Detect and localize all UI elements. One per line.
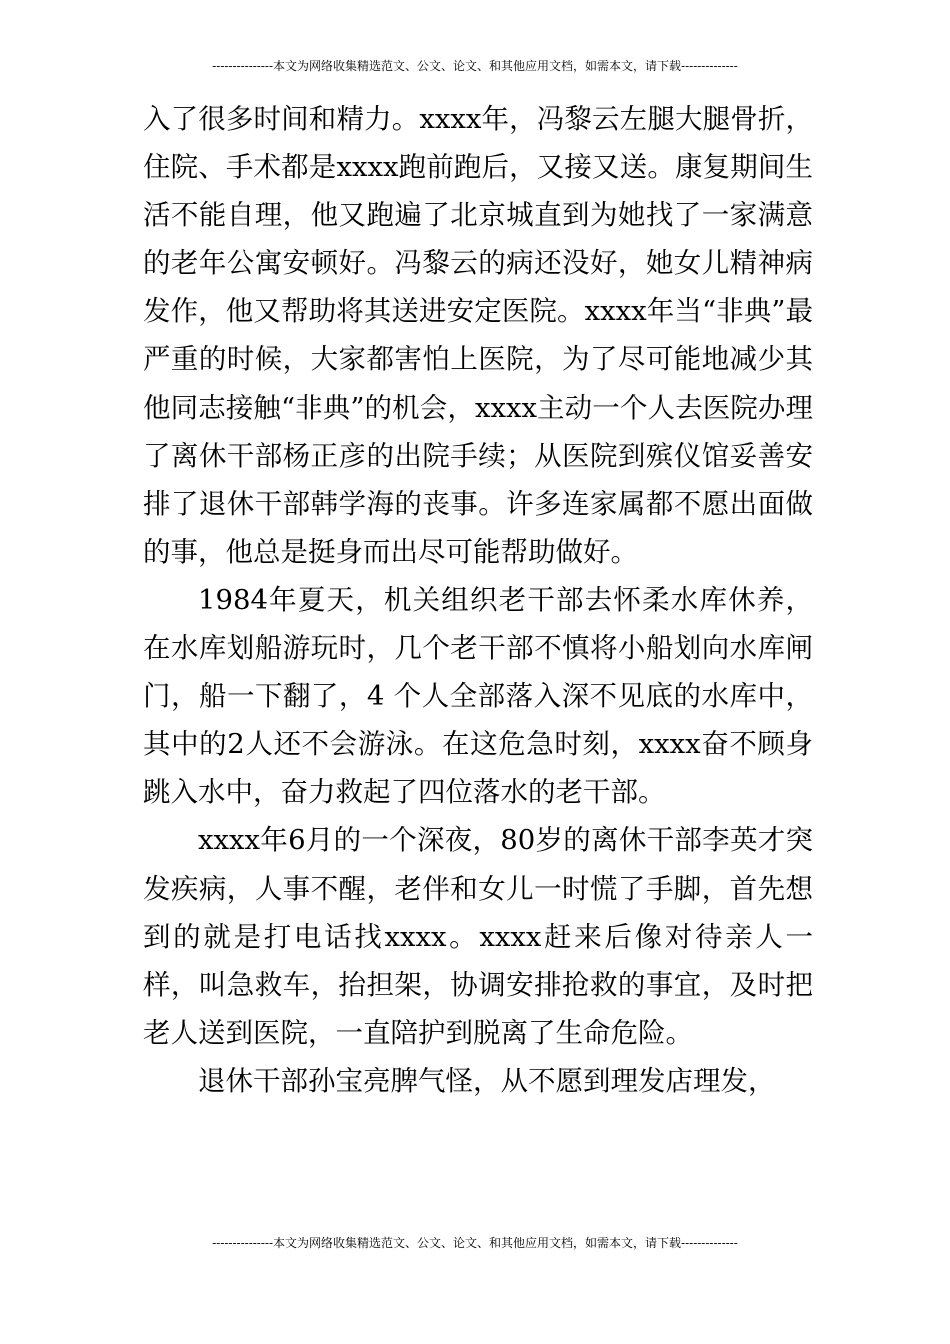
paragraph-reservoir-rescue: 1984年夏天，机关组织老干部去怀柔水库休养，在水库划船游玩时，几个老干部不慎将小船划向水库闸门，船一下翻了，4 个人全部落入深不见底的水库中，其中的2人还不会游泳。在这危急时刻，xxxx奋不顾身跳入水中，奋力救起了四位落水的老干部。 (143, 583, 813, 809)
footer-banner: ---------------本文为网络收集精选范文、公文、论文、和其他应用文档，如需本文，请下载-------------- (212, 1236, 738, 1250)
paragraph-night-emergency: xxxx年6月的一个深夜，80岁的离休干部李英才突发疾病，人事不醒，老伴和女儿一时慌了手脚，首先想到的就是打电话找xxxx。xxxx赶来后像对待亲人一样，叫急救车，抬担架，协调安排抢救的事宜，及时把老人送到医院，一直陪护到脱离了生命危险。 (143, 824, 813, 1049)
paragraph-continued: 入了很多时间和精力。xxxx年，冯黎云左腿大腿骨折，住院、手术都是xxxx跑前跑后，又接又送。康复期间生活不能自理，他又跑遍了北京城直到为她找了一家满意的老年公寓安顿好。冯黎云的病还没好，她女儿精神病发作，他又帮助将其送进安定医院。xxxx年当“非典”最严重的时候，大家都害怕上医院，为了尽可能地减少其他同志接触“非典”的机会，xxxx主动一个人去医院办理了离休干部杨正彦的出院手续；从医院到殡仪馆妥善安排了退休干部韩学海的丧事。许多连家属都不愿出面做的事，他总是挺身而出尽可能帮助做好。 (143, 103, 813, 568)
header-banner: ---------------本文为网络收集精选范文、公文、论文、和其他应用文档，如需本文，请下载-------------- (212, 59, 738, 73)
article-body (143, 95, 813, 1105)
paragraph-haircut: 退休干部孙宝亮脾气怪，从不愿到理发店理发， (198, 1064, 776, 1097)
